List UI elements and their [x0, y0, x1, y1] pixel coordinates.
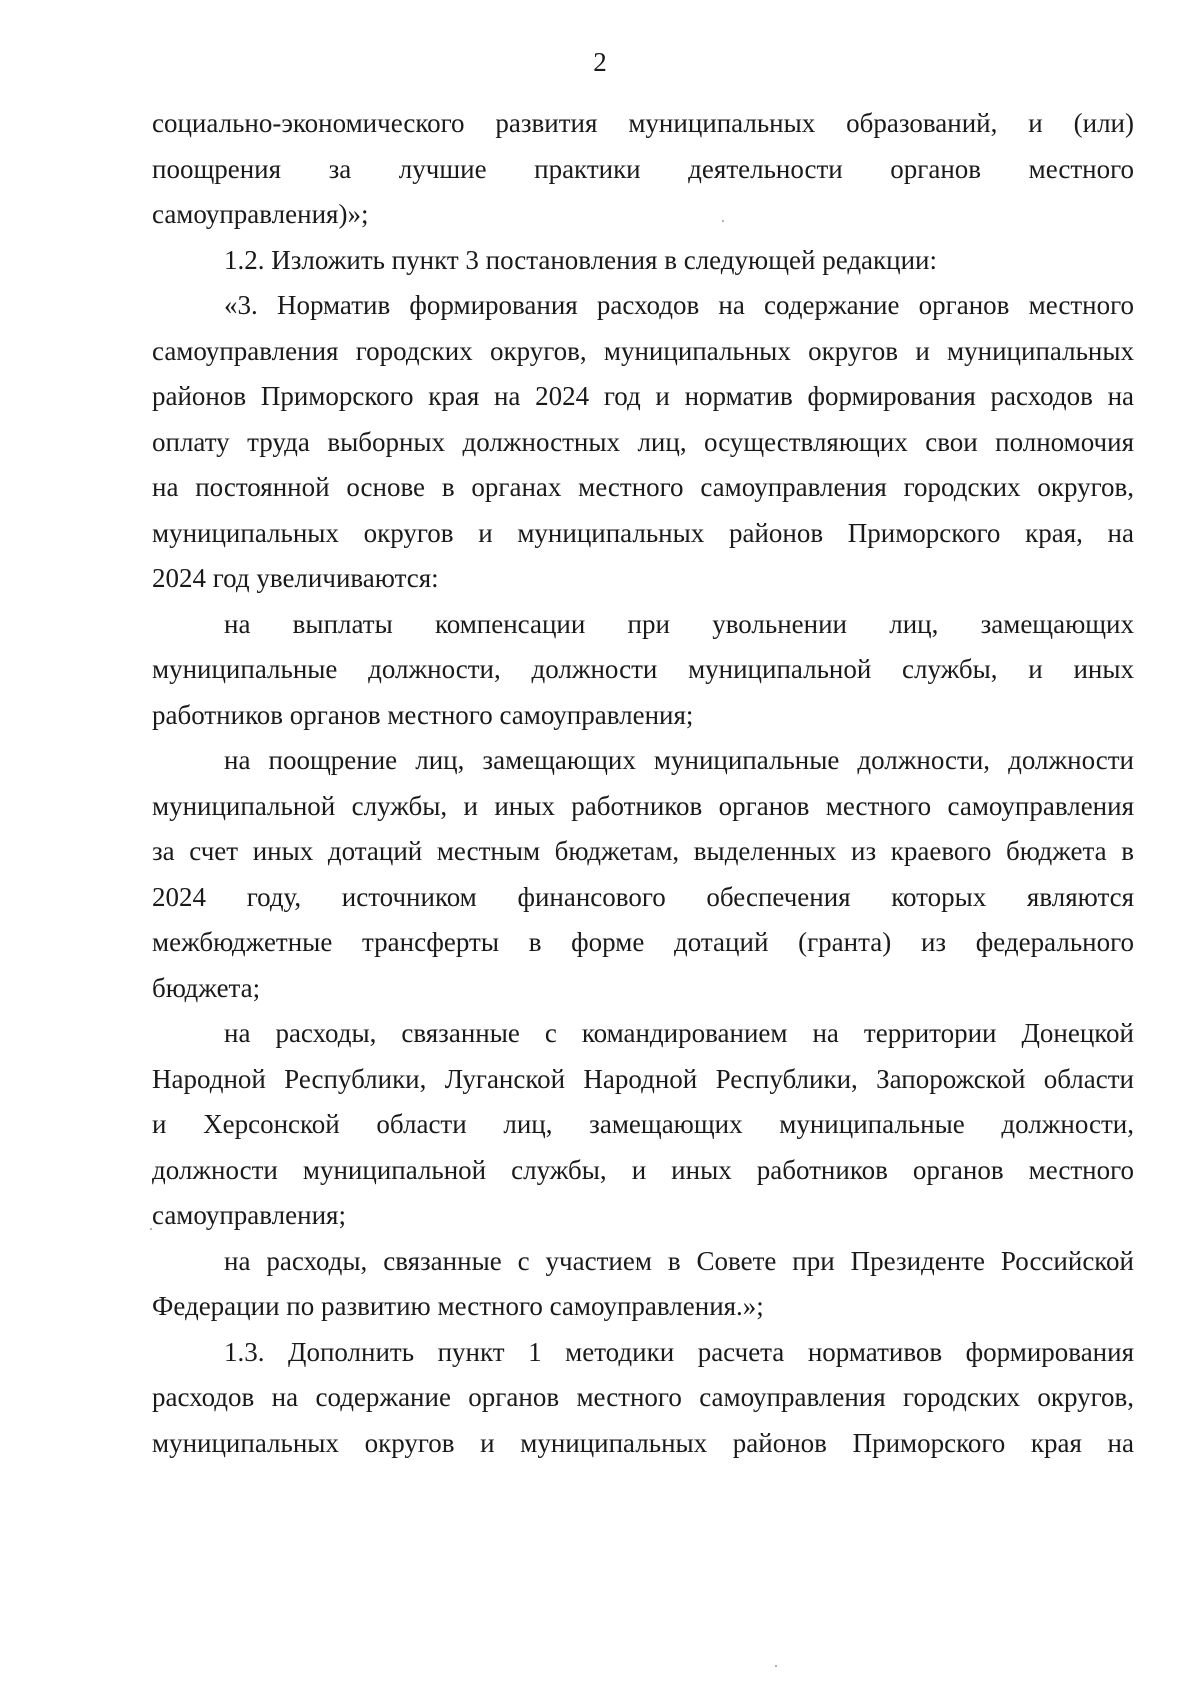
paragraph-incentive [152, 738, 1134, 1011]
paragraph-item-1-3 [152, 1330, 1134, 1467]
text-line: 1.2. Изложить пункт 3 постановления в следующей редакции: [224, 244, 938, 275]
text-line: самоуправления; [152, 1200, 346, 1230]
text-line: за счет иных дотаций местным бюджетам, выделенных из краевого бюджета в [152, 836, 1134, 866]
text-line: на расходы, связанные с командированием на территории Донецкой [224, 1018, 1134, 1048]
paragraph-council [152, 1239, 1134, 1330]
scan-speck [775, 1665, 777, 1667]
text-line: на постоянной основе в органах местного самоуправления городских округов, [152, 472, 1134, 502]
text-line: оплату труда выборных должностных лиц, осуществляющих свои полномочия [152, 426, 1134, 457]
text-line: бюджета; [152, 972, 261, 1003]
text-line: социально-экономического развития муниципальных образований, и (или) [152, 108, 1134, 138]
paragraph-compensation [152, 602, 1134, 739]
scan-speck [722, 220, 724, 222]
text-line: самоуправления)»; [152, 199, 369, 229]
text-line: Федерации по развитию местного самоуправления.»; [152, 1291, 764, 1321]
document-body [152, 101, 1134, 1466]
text-line: районов Приморского края на 2024 год и норматив формирования расходов на [152, 381, 1134, 411]
paragraph-item-1-2 [152, 238, 1134, 284]
text-line: 2024 год увеличиваются: [152, 563, 439, 593]
text-line: на поощрение лиц, замещающих муниципальные должности, должности [224, 745, 1134, 775]
text-line: должности муниципальной службы, и иных работников органов местного [152, 1154, 1134, 1185]
text-line: муниципальные должности, должности муниципальной службы, и иных [152, 654, 1134, 684]
text-line: 2024 году, источником финансового обеспечения которых являются [152, 881, 1134, 912]
text-line: Народной Республики, Луганской Народной Республики, Запорожской области [152, 1063, 1134, 1094]
text-line: поощрения за лучшие практики деятельности органов местного [152, 153, 1134, 184]
text-line: и Херсонской области лиц, замещающих муниципальные должности, [152, 1109, 1134, 1139]
text-line: расходов на содержание органов местного самоуправления городских округов, [152, 1382, 1134, 1412]
text-line: на расходы, связанные с участием в Совете при Президенте Российской [224, 1245, 1134, 1276]
text-line: муниципальных округов и муниципальных районов Приморского края, на [152, 517, 1134, 548]
text-line: на выплаты компенсации при увольнении лиц, замещающих [224, 608, 1134, 639]
page-number: 2 [593, 47, 607, 77]
paragraph-quoted-item-3 [152, 283, 1134, 602]
text-line: «3. Норматив формирования расходов на содержание органов местного [224, 290, 1134, 320]
text-line: муниципальной службы, и иных работников органов местного самоуправления [152, 790, 1134, 821]
text-line: муниципальных округов и муниципальных районов Приморского края на [152, 1427, 1134, 1458]
text-line: работников органов местного самоуправления; [152, 699, 694, 730]
paragraph-continuation [152, 101, 1134, 238]
paragraph-business-trips [152, 1011, 1134, 1239]
text-line: межбюджетные трансферты в форме дотаций (гранта) из федерального [152, 927, 1134, 957]
scan-speck [150, 1228, 152, 1230]
text-line: самоуправления городских округов, муниципальных округов и муниципальных [152, 335, 1134, 366]
text-line: 1.3. Дополнить пункт 1 методики расчета нормативов формирования [224, 1336, 1134, 1367]
